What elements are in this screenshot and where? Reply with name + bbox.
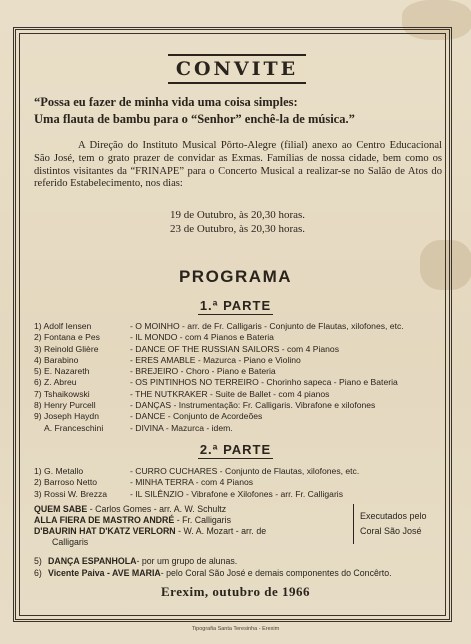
work: - DANÇAS - Instrumentação: Fr. Calligaris. Vibrafone e xilofones	[130, 400, 376, 411]
composer: 1) G. Metallo	[34, 466, 84, 476]
work: - MINHA TERRA - com 4 Pianos	[130, 477, 254, 488]
choral-title: ALLA FIERA DE MASTRO ANDRÉ	[34, 515, 175, 525]
composer: 3) Reinold Glière	[34, 343, 99, 354]
choral-credit: - Fr. Calligaris	[174, 515, 231, 525]
program-item	[34, 477, 448, 488]
composer: 7) Tshaikowski	[34, 388, 90, 399]
part-1-title: 1.ª PARTE	[199, 298, 272, 313]
composer: 2) Fontana e Pes	[34, 332, 100, 343]
work: - ERES AMABLE - Mazurca - Piano e Violino	[130, 354, 301, 365]
date-line: 23 de Outubro, às 20,30 horas.	[170, 223, 306, 235]
choral-note: Executados pelo	[360, 511, 427, 521]
quote-line: Uma flauta de bambu para o “Senhor” enchê-la de música.”	[34, 112, 355, 126]
program-item	[34, 321, 448, 332]
program-heading: PROGRAMA	[178, 267, 293, 286]
concert-dates	[170, 208, 305, 236]
program-item	[34, 411, 448, 422]
place-and-date: Erexim, outubro de 1966	[161, 584, 310, 599]
quote-line: “Possa eu fazer de minha vida uma coisa simples:	[34, 95, 298, 109]
program-item	[34, 567, 448, 579]
composer: 2) Barroso Netto	[34, 477, 98, 488]
choral-credit: Calligaris	[52, 537, 89, 547]
work: - IL SILÊNZIO - Vibrafone e Xilofones - arr. Fr. Calligaris	[130, 488, 344, 499]
program-item	[34, 344, 448, 355]
program-item	[34, 489, 448, 500]
choral-note: Coral São José	[360, 526, 422, 536]
work: - O MOINHO - arr. de Fr. Calligaris - Conjunto de Flautas, xilofones, etc.	[130, 321, 404, 331]
choral-title: QUEM SABE	[34, 504, 88, 514]
part-1-list	[34, 321, 448, 434]
work: - IL MONDO - com 4 Pianos e Bateria	[130, 332, 274, 343]
choral-title: D'BAURIN HAT D'KATZ VERLORN	[34, 526, 176, 536]
work: - DIVINA - Mazurca - idem.	[130, 422, 233, 433]
choral-item	[34, 526, 266, 536]
composer: 3) Rossi W. Brezza	[34, 488, 108, 499]
program-item	[34, 555, 448, 567]
work: - OS PINTINHOS NO TERREIRO - Chorinho sapeca - Piano e Bateria	[130, 377, 398, 388]
composer: 1) Adolf Iensen	[34, 321, 92, 331]
work: - THE NUTKRAKER - Suite de Ballet - com 4 pianos	[130, 388, 330, 399]
work: - DANCE - Conjunto de Acordeões	[130, 411, 263, 422]
choral-credit: - Carlos Gomes - arr. A. W. Schultz	[87, 504, 227, 514]
epigraph-quote	[34, 94, 444, 128]
composer: 9) Joseph Haydn	[34, 411, 99, 422]
item-title: Vicente Paiva - AVE MARIA	[48, 568, 161, 578]
choral-credit: - W. A. Mozart - arr. de	[175, 526, 267, 536]
item-number: 6)	[34, 568, 42, 578]
choral-item	[52, 537, 88, 547]
work: - BREJEIRO - Choro - Piano e Bateria	[130, 366, 276, 377]
page-title: CONVITE	[175, 58, 299, 80]
program-item	[34, 400, 448, 411]
work: - CURRO CUCHARES - Conjunto de Flautas, xilofones, etc.	[130, 466, 360, 476]
choral-item	[34, 504, 226, 514]
composer: 4) Barabino	[34, 354, 79, 365]
composer: 8) Henry Purcell	[34, 400, 96, 411]
choral-block	[34, 504, 448, 550]
program-item	[34, 332, 448, 343]
title-box	[168, 54, 306, 84]
part-2-heading	[0, 442, 471, 457]
part-2-list	[34, 466, 448, 500]
final-items	[34, 555, 448, 579]
program-item	[34, 466, 448, 477]
item-detail: - pelo Coral São José e demais componentes do Concêrto.	[160, 568, 392, 578]
item-detail: - por um grupo de alunas.	[136, 556, 238, 566]
program-item	[34, 377, 448, 388]
printer-credit: Tipografia Santa Teresinha - Erexim	[191, 626, 280, 632]
program-item	[34, 423, 448, 434]
composer: 6) Z. Abreu	[34, 377, 77, 388]
grouping-brace	[345, 504, 354, 544]
composer: 5) E. Nazareth	[34, 366, 90, 377]
part-1-heading	[0, 298, 471, 313]
program-item	[34, 389, 448, 400]
composer: A. Franceschini	[44, 422, 104, 433]
program-item	[34, 355, 448, 366]
choral-item	[34, 515, 231, 525]
item-number: 5)	[34, 556, 42, 566]
work: - DANCE OF THE RUSSIAN SAILORS - com 4 Pianos	[130, 343, 340, 354]
date-line: 19 de Outubro, às 20,30 horas.	[170, 209, 306, 221]
program-item	[34, 366, 448, 377]
intro-paragraph: A Direção do Instituto Musical Pôrto-Alegre (filial) anexo ao Centro Educacional São José, tem o grato prazer de convidar as Exmas. Famílias de nossa cidade, bem como os distintos visitantes da “FRINAPE” para o Concerto Musical a realizar-se no Salão de Atos do referido Estabelecimento, nos dias:	[34, 140, 442, 190]
part-2-title: 2.ª PARTE	[199, 442, 272, 457]
item-title: DANÇA ESPANHOLA	[48, 556, 137, 566]
